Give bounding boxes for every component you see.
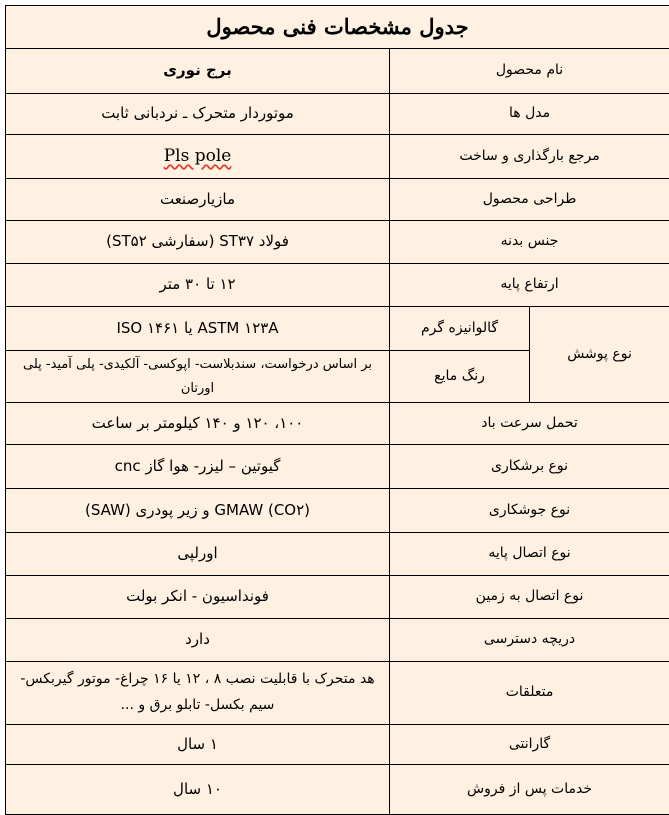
row-value-wind-speed: ۱۰۰، ۱۲۰ و ۱۴۰ کیلومتر بر ساعت [6, 403, 390, 445]
row-label-product-name: نام محصول [390, 49, 669, 94]
table-row [6, 576, 669, 619]
table-row [6, 49, 669, 94]
row-label-design: طراحی محصول [390, 179, 669, 221]
row-sublabel-paint: رنگ مایع [390, 351, 530, 403]
row-label-warranty: گارانتی [390, 725, 669, 765]
row-value-product-name: برج نوری [6, 49, 390, 94]
row-value-body-material: فولاد ST۳۷ (سفارشی ST۵۲) [6, 221, 390, 264]
table-row [6, 725, 669, 765]
table-row [6, 765, 669, 815]
row-label-welding: نوع جوشکاری [390, 489, 669, 533]
row-value-pole-height: ۱۲ تا ۳۰ متر [6, 264, 390, 307]
row-value-warranty: ۱ سال [6, 725, 390, 765]
table-row [6, 264, 669, 307]
row-value-welding: GMAW (CO۲) و زیر پودری (SAW) [6, 489, 390, 533]
row-value-accessories: هد متحرک با قابلیت نصب ۸ ، ۱۲ یا ۱۶ چراغ- موتور گیربکس- سیم بکسل- تابلو برق و ... [6, 662, 390, 725]
row-label-wind-speed: تحمل سرعت باد [390, 403, 669, 445]
row-value-reference [6, 135, 390, 179]
row-value-pole-connection: اورلپی [6, 533, 390, 576]
table-title: جدول مشخصات فنی محصول [6, 6, 669, 49]
row-label-after-sales: خدمات پس از فروش [390, 765, 669, 815]
row-sublabel-galvanize: گالوانیزه گرم [390, 307, 530, 351]
table-row [6, 179, 669, 221]
row-value-design: مازیارصنعت [6, 179, 390, 221]
row-value-after-sales: ۱۰ سال [6, 765, 390, 815]
row-label-accessories: متعلقات [390, 662, 669, 725]
row-value-cutting: گیوتین – لیزر- هوا گاز cnc [6, 445, 390, 489]
row-value-models: موتوردار متحرک ـ نردبانی ثابت [6, 94, 390, 135]
row-label-reference: مرجع بارگذاری و ساخت [390, 135, 669, 179]
title-row [6, 6, 669, 49]
table-row [6, 445, 669, 489]
table-row [6, 307, 669, 351]
row-label-body-material: جنس بدنه [390, 221, 669, 264]
reference-text: Pls pole [163, 146, 232, 167]
row-label-pole-connection: نوع اتصال پایه [390, 533, 669, 576]
row-label-coating: نوع پوشش [530, 307, 669, 403]
row-value-paint: بر اساس درخواست، سندبلاست- اپوکسی- آلکیدی- پلی آمید- پلی اورتان [6, 351, 390, 403]
row-label-cutting: نوع برشکاری [390, 445, 669, 489]
table-row [6, 533, 669, 576]
row-label-ground-connection: نوع اتصال به زمین [390, 576, 669, 619]
table-row [6, 662, 669, 725]
row-value-access-hatch: دارد [6, 619, 390, 662]
table-row [6, 221, 669, 264]
row-label-pole-height: ارتفاع پایه [390, 264, 669, 307]
row-value-galvanize: ASTM ۱۲۳A یا ISO ۱۴۶۱ [6, 307, 390, 351]
row-value-ground-connection: فونداسیون - انکر بولت [6, 576, 390, 619]
table-row [6, 403, 669, 445]
row-label-models: مدل ها [390, 94, 669, 135]
row-label-access-hatch: دریچه دسترسی [390, 619, 669, 662]
table-row [6, 619, 669, 662]
table-row [6, 489, 669, 533]
table-row [6, 135, 669, 179]
table-row [6, 94, 669, 135]
spec-table [5, 5, 669, 815]
